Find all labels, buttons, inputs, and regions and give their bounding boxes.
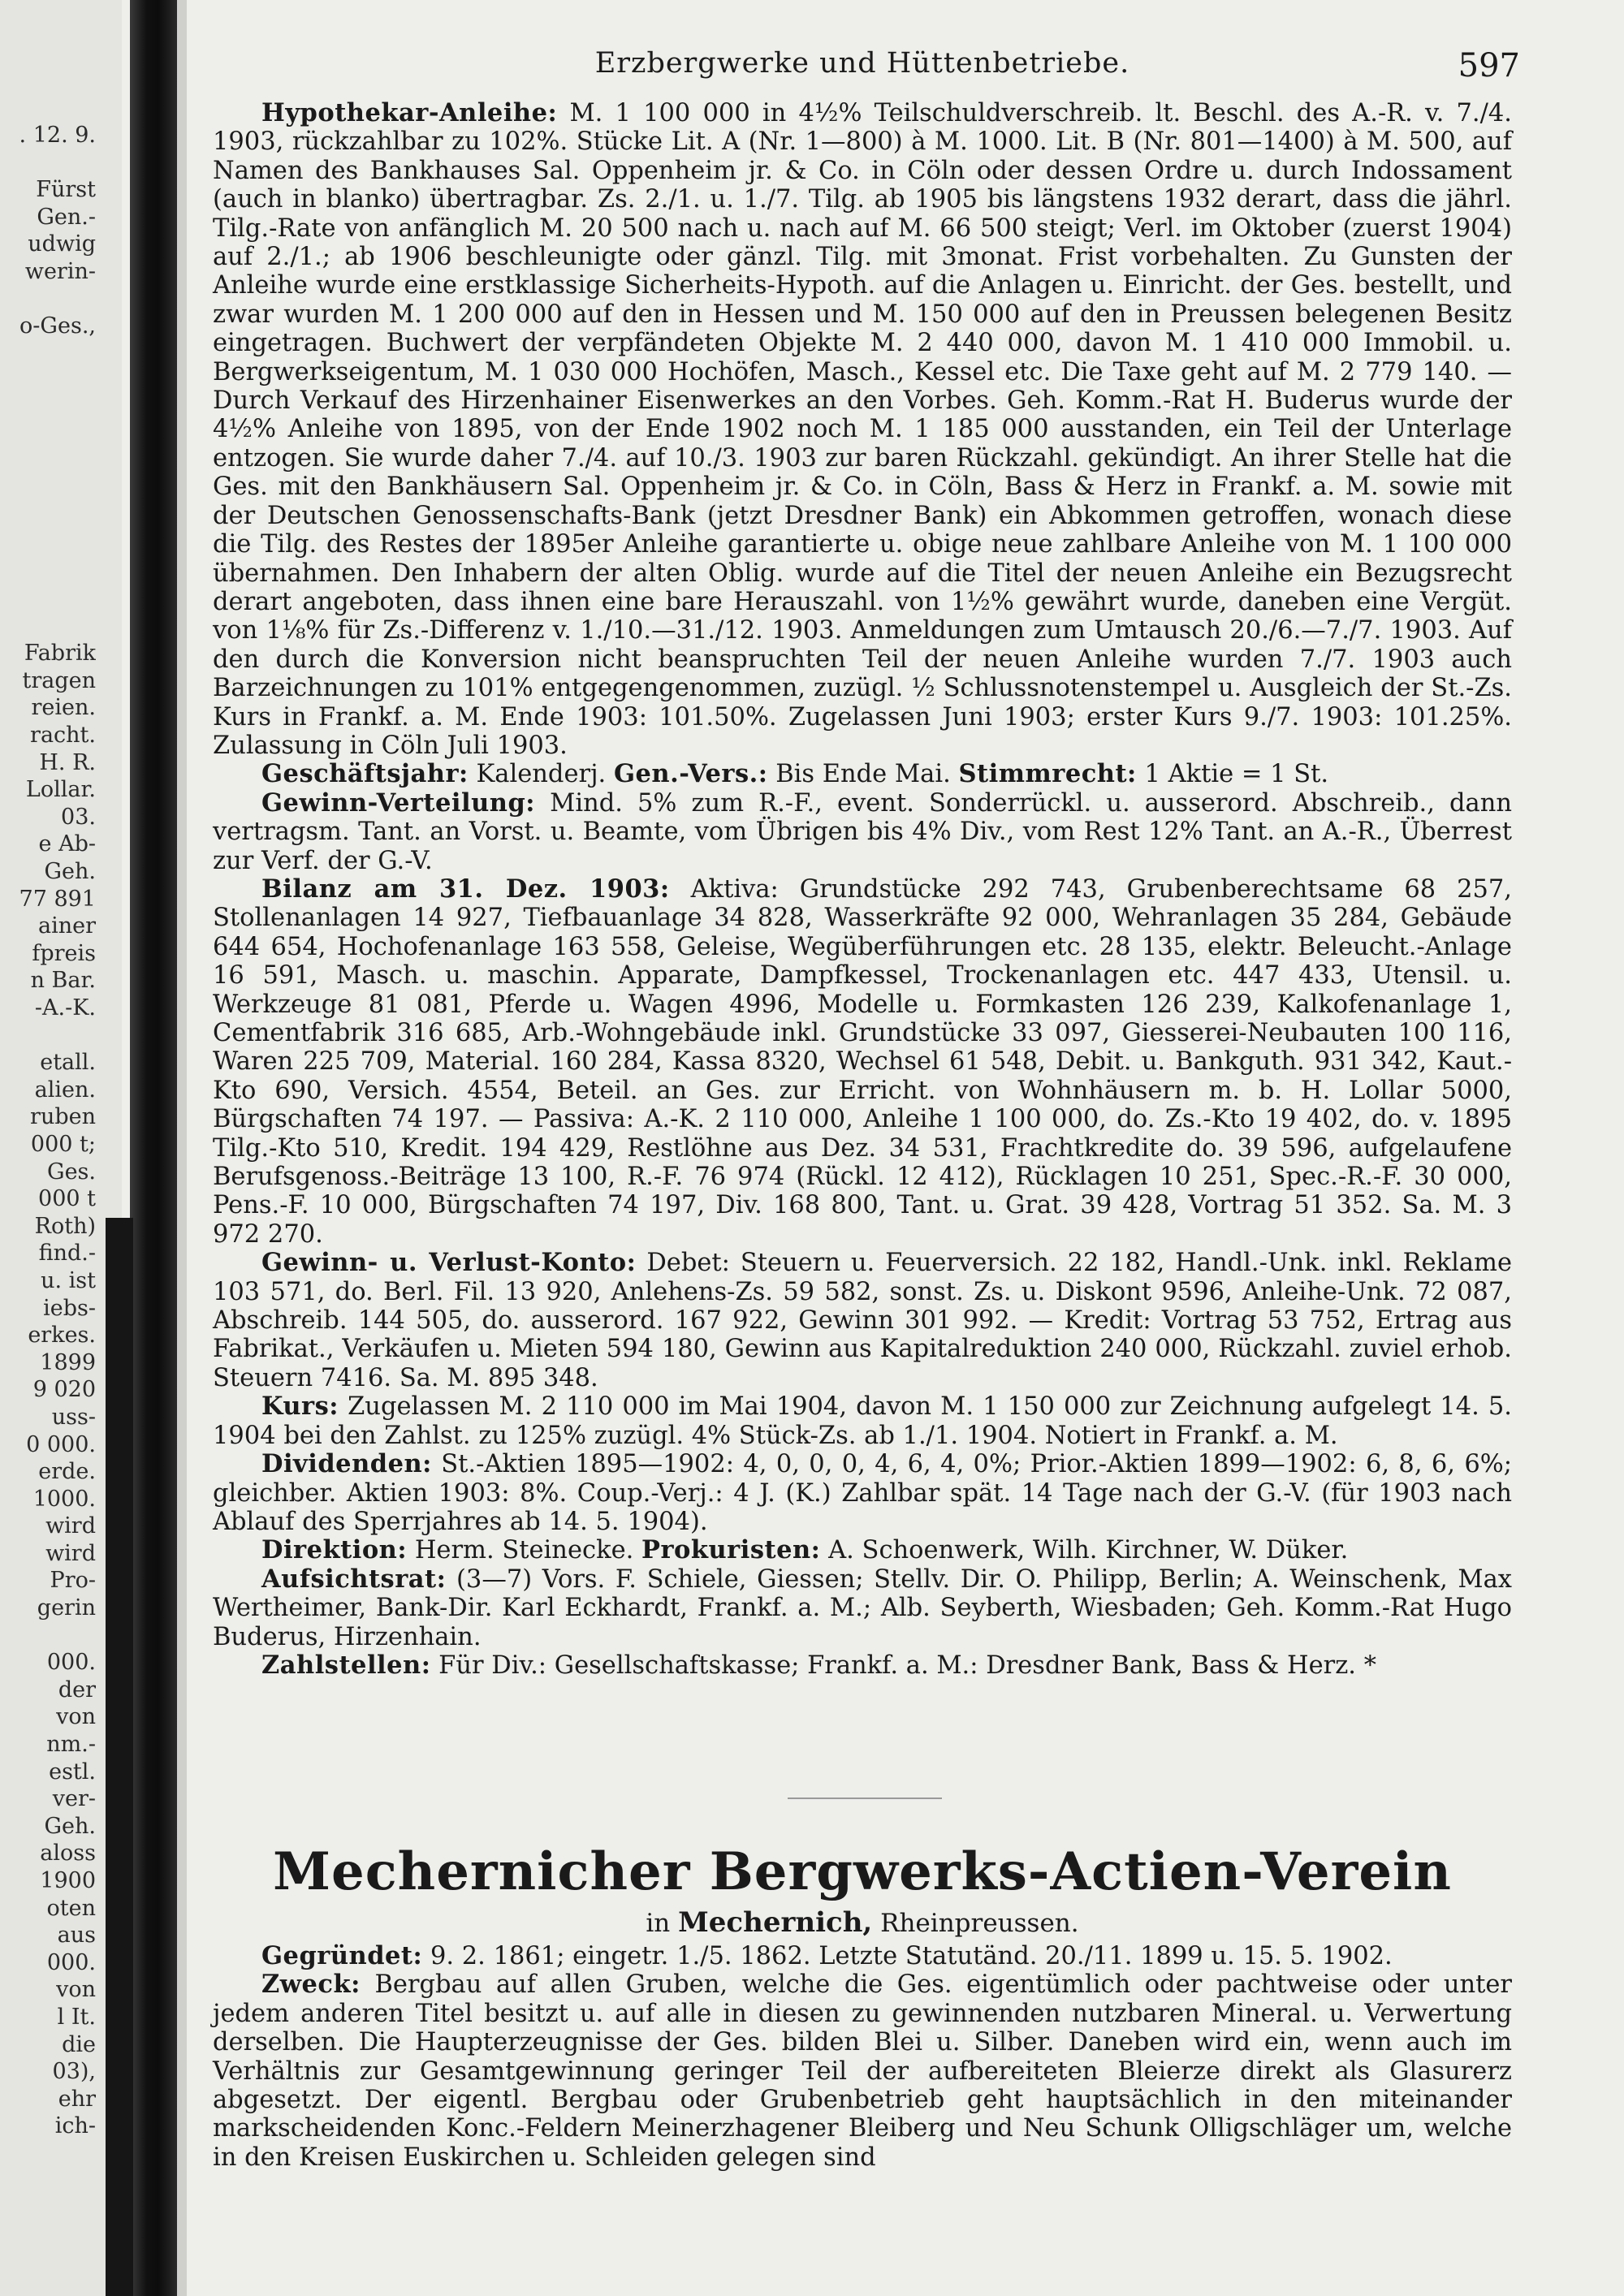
paragraph-hypothekar-anleihe xyxy=(213,99,1512,760)
paragraph-bilanz xyxy=(213,875,1512,1249)
label-direktion: Direktion: xyxy=(261,1535,408,1565)
paragraph-gewinn-verteilung xyxy=(213,789,1512,875)
text-aufsichtsrat: (3—7) Vors. F. Schiele, Giessen; Stellv. Dir. O. Philipp, Berlin; A. Weinschenk, Max Wertheimer, Bank-Dir. Karl Eckhardt, Frankf. a. M.; Alb. Seyberth, Wiesbaden; Geh. Komm.-Rat Hugo Buderus, Hirzenhain. xyxy=(213,1564,1512,1651)
label-hypothekar-anleihe: Hypothekar-Anleihe: xyxy=(261,98,558,127)
previous-page-line: Fürst xyxy=(36,177,96,203)
paragraph-gewinn-verlust xyxy=(213,1249,1512,1392)
previous-page-line: 77 891 xyxy=(19,886,96,912)
previous-page-line: ruben xyxy=(30,1104,96,1130)
paragraph-gegruendet xyxy=(213,1942,1512,1970)
previous-page-line: ich- xyxy=(54,2113,96,2139)
location-city: Mechernich, xyxy=(678,1906,873,1939)
previous-page-line xyxy=(0,340,96,368)
paragraph-zweck xyxy=(213,1970,1512,2172)
previous-page-line: ehr xyxy=(58,2086,96,2112)
previous-page-line: find.- xyxy=(38,1241,96,1267)
previous-page-line: Roth) xyxy=(34,1213,96,1239)
text-gewinn-verteilung: Mind. 5% zum R.-F., event. Sonderrückl. u. ausserord. Abschreib., dann vertragsm. Tant. an Vorst. u. Beamte, vom Übrigen bis 4% Div., vom Rest 12% Tant. an A.-R., Überrest zur Verf. der G.-V. xyxy=(213,788,1512,875)
previous-page-line: ainer xyxy=(37,913,96,939)
paragraph-zahlstellen xyxy=(213,1651,1512,1680)
label-aufsichtsrat: Aufsichtsrat: xyxy=(261,1564,447,1594)
text-zahlstellen: Für Div.: Gesellschaftskasse; Frankf. a. M.: Dresdner Bank, Bass & Herz. * xyxy=(438,1651,1376,1680)
binding-gutter xyxy=(130,0,177,2296)
previous-page-line: gerin xyxy=(37,1595,96,1621)
previous-page-line xyxy=(0,531,96,559)
previous-page-line: 1000. xyxy=(32,1486,96,1512)
label-gegruendet: Gegründet: xyxy=(261,1941,423,1970)
previous-page-line: iebs- xyxy=(43,1295,96,1321)
previous-page-line: nm.- xyxy=(46,1732,96,1758)
label-zweck: Zweck: xyxy=(261,1970,361,2000)
previous-page-line: etall. xyxy=(40,1050,96,1076)
paragraph-kurs xyxy=(213,1392,1512,1450)
previous-page-column xyxy=(0,122,96,2140)
label-prokuristen: Prokuristen: xyxy=(641,1535,821,1565)
label-gewinn-verteilung: Gewinn-Verteilung: xyxy=(261,788,536,818)
previous-page-line: 0 000. xyxy=(26,1431,96,1457)
previous-page-line: e Ab- xyxy=(38,831,96,857)
label-zahlstellen: Zahlstellen: xyxy=(261,1650,431,1680)
previous-page-line: werin- xyxy=(24,258,96,284)
previous-page-line: von xyxy=(56,1977,96,2003)
previous-page-line: von xyxy=(56,1704,96,1730)
previous-page-line: udwig xyxy=(28,231,96,257)
binding-shadow xyxy=(106,1218,133,2296)
previous-page-line: Lollar. xyxy=(25,777,96,803)
previous-page-line: aus xyxy=(57,1923,96,1949)
location-region: Rheinpreussen. xyxy=(880,1909,1079,1938)
text-geschaeftsjahr: Kalenderj. xyxy=(476,760,607,789)
previous-page-line: ver- xyxy=(52,1786,96,1812)
text-kurs: Zugelassen M. 2 110 000 im Mai 1904, davon M. 1 150 000 zur Zeichnung aufgelegt 14. 5. 1904 bei den Zahlst. zu 125% zuzügl. 4% Stück-Zs. ab 1./1. 1904. Notiert in Frankf. a. M. xyxy=(213,1392,1512,1450)
running-title: Erzbergwerke und Hüttenbetriebe. xyxy=(594,47,1130,80)
label-gewinn-verlust: Gewinn- u. Verlust-Konto: xyxy=(261,1248,637,1278)
previous-page-line: uss- xyxy=(51,1404,96,1430)
previous-page-line: wird xyxy=(45,1513,96,1539)
main-text-block xyxy=(213,99,1512,1680)
previous-page-line: wird xyxy=(45,1540,96,1566)
previous-page-line: 1900 xyxy=(40,1868,96,1893)
location-prefix: in xyxy=(646,1909,671,1938)
label-stimmrecht: Stimmrecht: xyxy=(958,759,1137,789)
previous-page-line: u. ist xyxy=(41,1267,96,1293)
previous-page-line: 000. xyxy=(46,1949,96,1975)
previous-page-line xyxy=(0,477,96,504)
page-number: 597 xyxy=(1458,47,1520,84)
previous-page-line: o-Ges., xyxy=(19,313,96,339)
previous-page-line xyxy=(0,449,96,477)
previous-page-line: estl. xyxy=(49,1759,96,1785)
previous-page-line xyxy=(0,585,96,613)
company-title: Mechernicher Bergwerks-Actien-Verein xyxy=(273,1841,1452,1902)
company-text-block xyxy=(213,1942,1512,2172)
text-gewinn-verlust: Debet: Steuern u. Feuerversich. 22 182, Handl.-Unk. inkl. Reklame 103 571, do. Berl. Fil. 13 920, Anlehens-Zs. 59 582, sonst. Zs. u. Diskont 9596, Anleihe-Unk. 72 087, Abschreib. 144 505, do. ausserord. 167 922, Gewinn 301 992. — Kredit: Vortrag 53 752, Ertrag aus Fabrikat., Verkäufen u. Mieten 594 180, Gewinn aus Kapitalreduktion 240 000, Rückzahl. zuviel erhob. Steuern 7416. Sa. M. 895 348. xyxy=(213,1249,1512,1392)
previous-page-line: 000 t; xyxy=(30,1131,96,1157)
previous-page-line: 03. xyxy=(61,804,96,830)
label-gen-vers: Gen.-Vers.: xyxy=(613,759,768,789)
company-location xyxy=(213,1906,1512,1939)
previous-page-line: reien. xyxy=(31,695,96,721)
page-header xyxy=(213,47,1520,88)
previous-page-line: der xyxy=(58,1677,96,1703)
previous-page-line: die xyxy=(62,2031,96,2057)
previous-page-line: Gen.- xyxy=(37,204,96,230)
previous-page-line: -A.-K. xyxy=(34,995,96,1021)
previous-page-line: fpreis xyxy=(32,940,96,966)
previous-page-line xyxy=(0,395,96,422)
previous-page-line: Geh. xyxy=(44,859,96,885)
text-hypothekar-anleihe: M. 1 100 000 in 4½% Teilschuldverschreib. lt. Beschl. des A.-R. v. 7./4. 1903, rückzahlbar zu 102%. Stücke Lit. A (Nr. 1—800) à M. 1000. Lit. B (Nr. 801—1400) à M. 500, auf Namen des Bankhauses Sal. Oppenheim jr. & Co. in Cöln oder dessen Ordre u. durch Indossament (auch in blanko) übertragbar. Zs. 2./1. u. 1./7. Tilg. ab 1905 bis längstens 1932 derart, dass die jährl. Tilg.-Rate von anfänglich M. 20 500 nach u. nach auf M. 66 500 steigt; Verl. im Oktober (zuerst 1904) auf 2./1.; ab 1906 beschleunigte oder gänzl. Tilg. mit 3monat. Frist vorbehalten. Zu Gunsten der Anleihe wurde eine erstklassige Sicherheits-Hypoth. auf die Anlagen u. Einricht. der Ges. bestellt, und zwar wurden M. 1 200 000 auf den in Hessen und M. 150 000 auf den in Preussen belegenen Besitz eingetragen. Buchwert der verpfändeten Objekte M. 2 440 000, davon M. 1 410 000 Immobil. u. Bergwerkseigentum, M. 1 030 000 Hochöfen, Masch., Kessel etc. Die Taxe geht auf M. 2 779 140. — Durch Verkauf des Hirzenhainer Eisenwerkes an den Vorbes. Geh. Komm.-Rat H. Buderus wurde der 4½% Anleihe von 1895, von der Ende 1902 noch M. 1 185 000 ausstanden, ein Teil der Unterlage entzogen. Sie wurde daher 7./4. auf 10./3. 1903 zur baren Rückzahl. gekündigt. An ihrer Stelle hat die Ges. mit den Bankhäusern Sal. Oppenheim jr. & Co. in Cöln, Bass & Herz in Frankf. a. M. sowie mit der Deutschen Genossenschafts-Bank (jetzt Dresdner Bank) ein Abkommen getroffen, wonach diese die Tilg. des Restes der 1895er Anleihe garantierte u. obige neue zahlbare Anleihe von M. 1 100 000 übernahmen. Den Inhabern der alten Oblig. wurde auf die Titel der neuen Anleihe ein Bezugsrecht derart angeboten, dass ihnen eine bare Herauszahl. von 1½% gewährt wurde, daneben eine Vergüt. von 1⅛% für Zs.-Differenz v. 1./10.—31./12. 1903. Anmeldungen zum Umtausch 20./6.—7./7. 1903. Auf den durch die Konversion nicht beanspruchten Teil der neuen Anleihe wurden 7./7. 1903 auch Barzeichnungen zu 101% entgegengenommen, zuzügl. ½ Schlussnotenstempel u. Ausgleich der St.-Zs. Kurs in Frankf. a. M. Ende 1903: 101.50%. Zugelassen Juni 1903; erster Kurs 9./7. 1903: 101.25%. Zulassung in Cöln Juli 1903. xyxy=(213,99,1512,760)
previous-page-line: n Bar. xyxy=(30,968,96,994)
previous-page-line: erde. xyxy=(38,1459,96,1485)
previous-page-line xyxy=(0,149,96,177)
paragraph-geschaeftsjahr xyxy=(213,760,1512,788)
text-direktion: Herm. Steinecke. xyxy=(414,1536,634,1565)
previous-page-line: l It. xyxy=(57,2004,96,2030)
text-bilanz: Aktiva: Grundstücke 292 743, Grubenberechtsame 68 257, Stollenanlagen 14 927, Tiefbauanlage 34 828, Wasserkräfte 92 000, Wehranlagen 35 284, Gebäude 644 654, Hochofenanlage 163 558, Geleise, Wegüberführungen etc. 28 135, elektr. Beleucht.-Anlage 16 591, Masch. u. maschin. Apparate, Dampfkessel, Trockenanlagen etc. 447 433, Utensil. u. Werkzeuge 81 081, Pferde u. Wagen 4996, Modelle u. Formkasten 126 239, Kalkofenanlage 1, Cementfabrik 316 685, Arb.-Wohngebäude inkl. Grundstücke 33 097, Giesserei-Neubauten 100 116, Waren 225 709, Material. 160 284, Kassa 8320, Wechsel 61 548, Debit. u. Bankguth. 931 342, Kaut.-Kto 690, Versich. 4554, Beteil. an Ges. zur Erricht. von Wohnhäusern m. b. H. Lollar 5000, Bürgschaften 74 197. — Passiva: A.-K. 2 110 000, Anleihe 1 100 000, do. Zs.-Kto 19 402, do. v. 1895 Tilg.-Kto 510, Kredit. 194 429, Restlöhne aus Dez. 34 531, Frachtkredite do. 39 596, aufgelaufene Berufsgenoss.-Beiträge 13 100, R.-F. 76 974 (Rückl. 12 412), Rücklagen 10 251, Spec.-R.-F. 30 000, Pens.-F. 10 000, Bürgschaften 74 197, Div. 168 800, Tant. u. Grat. 39 428, Vortrag 51 352. Sa. M. 3 972 270. xyxy=(213,874,1512,1249)
previous-page-line: aloss xyxy=(40,1841,96,1867)
previous-page-line: 000. xyxy=(46,1650,96,1676)
label-geschaeftsjahr: Geschäftsjahr: xyxy=(261,759,469,789)
previous-page-line xyxy=(0,613,96,641)
previous-page-line xyxy=(0,286,96,313)
previous-page-line xyxy=(0,503,96,531)
previous-page-line: 000 t xyxy=(38,1186,96,1212)
previous-page-line: Pro- xyxy=(50,1568,96,1594)
previous-page-line: Fabrik xyxy=(24,641,96,667)
previous-page-line: erkes. xyxy=(28,1323,96,1349)
text-stimmrecht: 1 Aktie = 1 St. xyxy=(1144,760,1329,789)
previous-page-line: tragen xyxy=(22,667,96,693)
text-prokuristen: A. Schoenwerk, Wilh. Kirchner, W. Düker. xyxy=(828,1536,1349,1565)
previous-page-line xyxy=(0,1022,96,1050)
previous-page-line: racht. xyxy=(30,723,96,749)
text-gen-vers: Bis Ende Mai. xyxy=(775,760,951,789)
section-divider xyxy=(788,1798,942,1799)
previous-page-line xyxy=(0,422,96,450)
text-zweck: Bergbau auf allen Gruben, welche die Ges. eigentümlich oder pachtweise oder unter jedem anderen Titel besitzt u. auf alle in diesen zu gewinnenden nutzbaren Mineral. u. Verwertung derselben. Die Haupterzeugnisse der Ges. bilden Blei u. Silber. Daneben wird ein, wenn auch im Verhältnis zur Gesamtgewinnung geringer Teil der aufbereiteten Bleierze direkt als Glasurerz abgesetzt. Der eigentl. Bergbau oder Grubenbetrieb geht hauptsächlich in den miteinander markscheidenden Konc.-Feldern Meinerzhagener Bleiberg und Neu Schunk Olligschläger um, welche in den Kreisen Euskirchen u. Schleiden gelegen sind xyxy=(213,1970,1512,2172)
page-edge xyxy=(177,0,187,2296)
previous-page-line: Ges. xyxy=(47,1159,96,1185)
text-dividenden: St.-Aktien 1895—1902: 4, 0, 0, 0, 4, 6, 4, 0%; Prior.-Aktien 1899—1902: 6, 8, 6, 6%; gleichber. Aktien 1903: 8%. Coup.-Verj.: 4 J. (K.) Zahlbar spät. 14 Tage nach der G.-V. (für 1903 nach Ablauf des Sperrjahres ab 14. 5. 1904). xyxy=(213,1450,1512,1536)
previous-page-line: . 12. 9. xyxy=(19,123,96,148)
label-kurs: Kurs: xyxy=(261,1392,339,1422)
paragraph-dividenden xyxy=(213,1450,1512,1536)
previous-page-line: oten xyxy=(46,1895,96,1921)
previous-page-line xyxy=(0,1622,96,1650)
paragraph-direktion xyxy=(213,1536,1512,1564)
previous-page-line: 1899 xyxy=(40,1349,96,1375)
label-dividenden: Dividenden: xyxy=(261,1449,432,1479)
previous-page-line xyxy=(0,559,96,586)
text-gegruendet: 9. 2. 1861; eingetr. 1./5. 1862. Letzte Statutänd. 20./11. 1899 u. 15. 5. 1902. xyxy=(430,1942,1393,1970)
label-bilanz: Bilanz am 31. Dez. 1903: xyxy=(261,874,670,904)
previous-page-line xyxy=(0,367,96,395)
previous-page-line: Geh. xyxy=(44,1813,96,1839)
previous-page-line: H. R. xyxy=(39,749,96,775)
paragraph-aufsichtsrat xyxy=(213,1565,1512,1651)
previous-page-line: 03), xyxy=(52,2059,96,2085)
previous-page-line: 9 020 xyxy=(32,1377,96,1403)
previous-page-line: alien. xyxy=(34,1077,96,1103)
